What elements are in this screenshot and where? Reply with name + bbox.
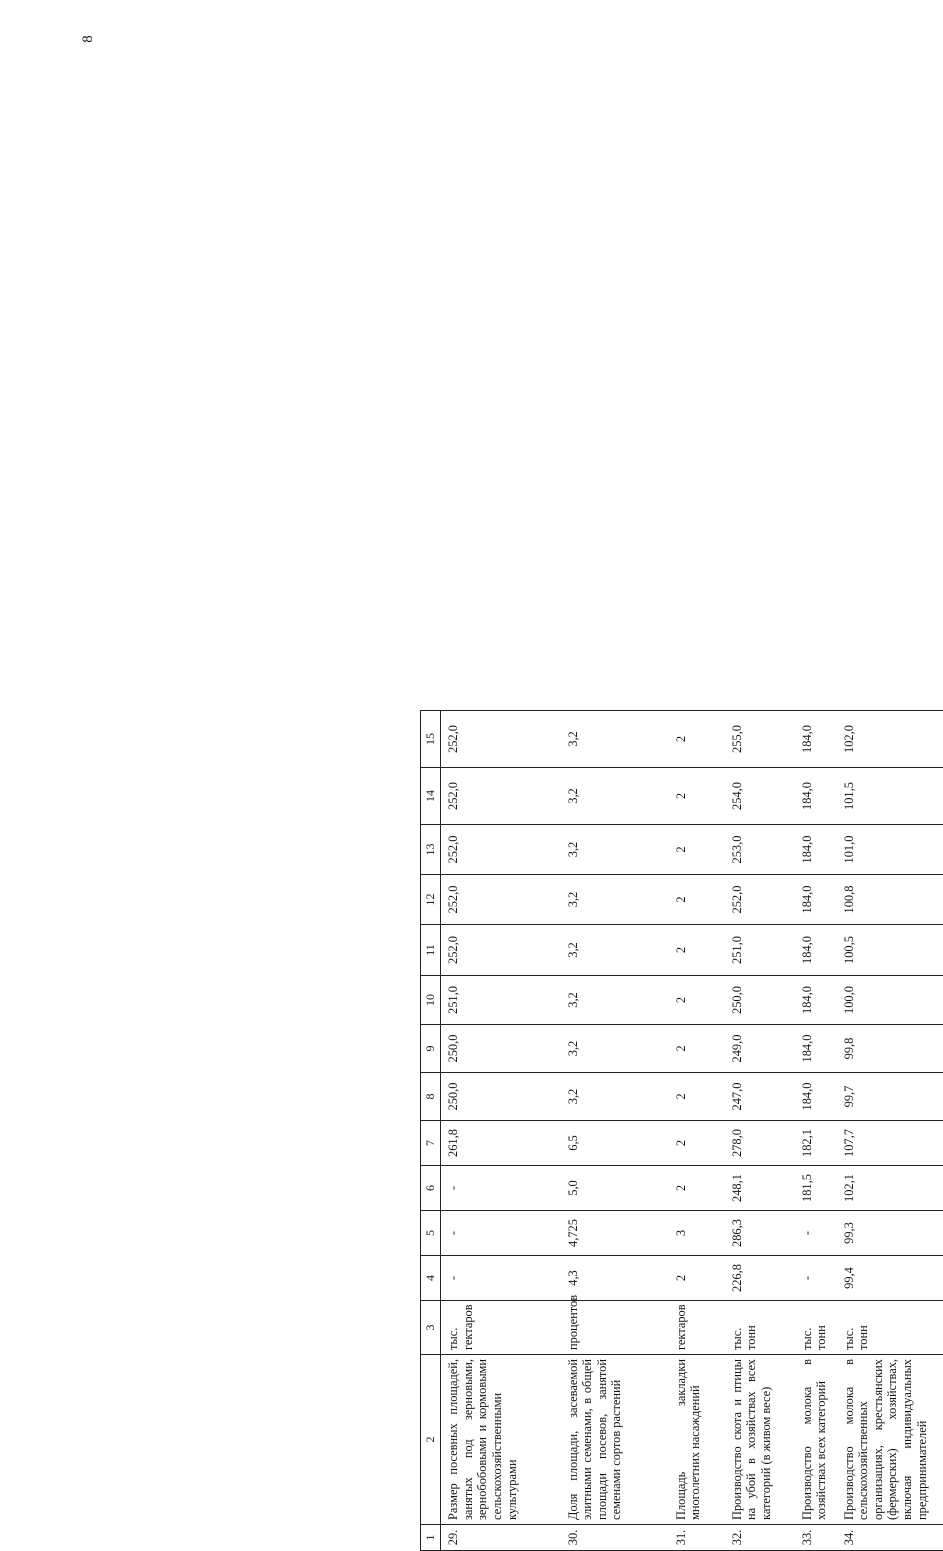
value-cell: 184,0 — [795, 768, 837, 825]
value-cell: 100,5 — [837, 925, 943, 976]
value-cell: 3,2 — [561, 1025, 669, 1073]
column-header: 14 — [421, 768, 441, 825]
unit-cell: тыс. тонн — [837, 1301, 943, 1355]
value-cell: 250,0 — [441, 1073, 561, 1121]
value-cell: 184,0 — [795, 875, 837, 925]
indicator-name: Размер посевных площадей, занятых под зерновыми, зернобобовыми и кормовыми сельскохозяйственными культурами — [441, 1355, 561, 1525]
value-cell: 261,8 — [441, 1121, 561, 1166]
value-cell: - — [795, 1256, 837, 1301]
value-cell: - — [795, 1211, 837, 1256]
value-cell: 3,2 — [561, 875, 669, 925]
value-cell: 184,0 — [795, 976, 837, 1025]
indicator-table-wrap — [420, 711, 942, 1551]
indicator-name: Производство молока в сельскохозяйственных организациях, крестьянских (фермерских) хозяйствах, включая индивидуальных предпринимателей — [837, 1355, 943, 1525]
value-cell: 101,0 — [837, 825, 943, 875]
unit-cell: тыс. тонн — [725, 1301, 795, 1355]
column-header: 8 — [421, 1073, 441, 1121]
value-cell: - — [441, 1166, 561, 1211]
value-cell: 99,8 — [837, 1025, 943, 1073]
indicator-name: Производство скота и птицы на убой в хозяйствах всех категорий (в живом весе) — [725, 1355, 795, 1525]
value-cell: 252,0 — [725, 875, 795, 925]
value-cell: 252,0 — [441, 768, 561, 825]
page-number: 8 — [80, 35, 96, 43]
table-row — [441, 711, 561, 1551]
row-number: 34. — [837, 1525, 943, 1551]
value-cell: 99,3 — [837, 1211, 943, 1256]
unit-cell: процентов — [561, 1301, 669, 1355]
value-cell: 6,5 — [561, 1121, 669, 1166]
value-cell: 286,3 — [725, 1211, 795, 1256]
value-cell: 248,1 — [725, 1166, 795, 1211]
indicator-table — [420, 710, 943, 1551]
column-header: 9 — [421, 1025, 441, 1073]
value-cell: 253,0 — [725, 825, 795, 875]
column-header: 11 — [421, 925, 441, 976]
value-cell: 3 — [669, 1211, 725, 1256]
row-number: 31. — [669, 1525, 725, 1551]
header-row — [421, 711, 441, 1551]
row-number: 32. — [725, 1525, 795, 1551]
value-cell: 252,0 — [441, 925, 561, 976]
value-cell: 184,0 — [795, 1073, 837, 1121]
value-cell: - — [441, 1256, 561, 1301]
column-header: 13 — [421, 825, 441, 875]
column-header: 7 — [421, 1121, 441, 1166]
column-header: 6 — [421, 1166, 441, 1211]
value-cell: 255,0 — [725, 711, 795, 768]
value-cell: 3,2 — [561, 711, 669, 768]
column-header: 3 — [421, 1301, 441, 1355]
unit-cell: гектаров — [669, 1301, 725, 1355]
value-cell: 3,2 — [561, 1073, 669, 1121]
value-cell: 247,0 — [725, 1073, 795, 1121]
value-cell: 102,0 — [837, 711, 943, 768]
value-cell: 100,8 — [837, 875, 943, 925]
value-cell: 182,1 — [795, 1121, 837, 1166]
unit-cell: тыс. гектаров — [441, 1301, 561, 1355]
value-cell: 2 — [669, 1025, 725, 1073]
column-header: 15 — [421, 711, 441, 768]
indicator-name: Площадь закладки многолетних насаждений — [669, 1355, 725, 1525]
value-cell: 250,0 — [441, 1025, 561, 1073]
value-cell: 3,2 — [561, 825, 669, 875]
value-cell: 184,0 — [795, 825, 837, 875]
value-cell: 2 — [669, 1166, 725, 1211]
value-cell: 2 — [669, 825, 725, 875]
value-cell: 3,2 — [561, 768, 669, 825]
column-header: 1 — [421, 1525, 441, 1551]
value-cell: 252,0 — [441, 711, 561, 768]
value-cell: 184,0 — [795, 711, 837, 768]
value-cell: 5,0 — [561, 1166, 669, 1211]
column-header: 4 — [421, 1256, 441, 1301]
indicator-name: Производство молока в хозяйствах всех категорий — [795, 1355, 837, 1525]
value-cell: 107,7 — [837, 1121, 943, 1166]
value-cell: 184,0 — [795, 1025, 837, 1073]
value-cell: 249,0 — [725, 1025, 795, 1073]
indicator-name: Доля площади, засеваемой элитными семенами, в общей площади посевов, занятой семенами сортов растений — [561, 1355, 669, 1525]
row-number: 30. — [561, 1525, 669, 1551]
unit-cell: тыс. тонн — [795, 1301, 837, 1355]
value-cell: - — [441, 1211, 561, 1256]
value-cell: 184,0 — [795, 925, 837, 976]
value-cell: 3,2 — [561, 976, 669, 1025]
value-cell: 2 — [669, 1256, 725, 1301]
value-cell: 2 — [669, 711, 725, 768]
column-header: 2 — [421, 1355, 441, 1525]
value-cell: 254,0 — [725, 768, 795, 825]
value-cell: 2 — [669, 1073, 725, 1121]
value-cell: 101,5 — [837, 768, 943, 825]
value-cell: 226,8 — [725, 1256, 795, 1301]
value-cell: 251,0 — [441, 976, 561, 1025]
table-row — [837, 711, 943, 1551]
table-row — [725, 711, 795, 1551]
value-cell: 2 — [669, 1121, 725, 1166]
value-cell: 250,0 — [725, 976, 795, 1025]
value-cell: 99,4 — [837, 1256, 943, 1301]
value-cell: 4,725 — [561, 1211, 669, 1256]
row-number: 29. — [441, 1525, 561, 1551]
value-cell: 181,5 — [795, 1166, 837, 1211]
value-cell: 102,1 — [837, 1166, 943, 1211]
value-cell: 2 — [669, 925, 725, 976]
table-row — [795, 711, 837, 1551]
value-cell: 2 — [669, 768, 725, 825]
value-cell: 2 — [669, 875, 725, 925]
value-cell: 2 — [669, 976, 725, 1025]
value-cell: 252,0 — [441, 875, 561, 925]
value-cell: 99,7 — [837, 1073, 943, 1121]
value-cell: 278,0 — [725, 1121, 795, 1166]
value-cell: 252,0 — [441, 825, 561, 875]
column-header: 10 — [421, 976, 441, 1025]
value-cell: 3,2 — [561, 925, 669, 976]
column-header: 5 — [421, 1211, 441, 1256]
column-header: 12 — [421, 875, 441, 925]
table-row — [669, 711, 725, 1551]
value-cell: 100,0 — [837, 976, 943, 1025]
row-number: 33. — [795, 1525, 837, 1551]
value-cell: 251,0 — [725, 925, 795, 976]
value-cell: 4,3 — [561, 1256, 669, 1301]
table-row — [561, 711, 669, 1551]
